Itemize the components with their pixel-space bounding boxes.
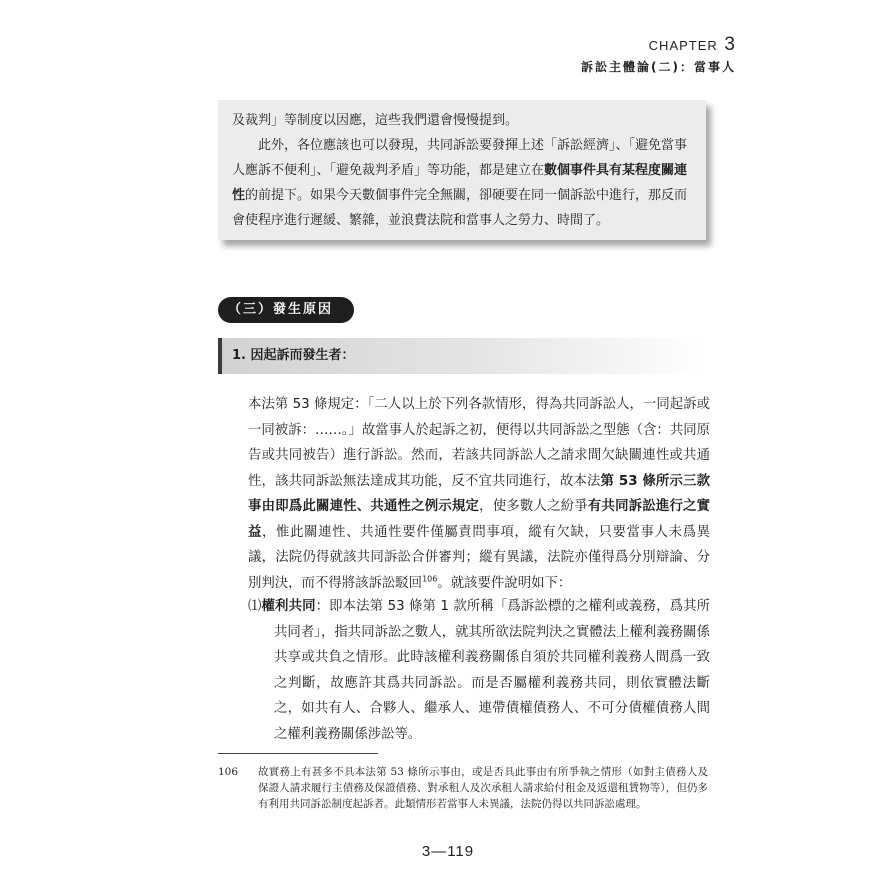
chapter-number: 3: [724, 34, 736, 55]
footnote-divider: [218, 753, 378, 754]
list-item: [248, 594, 710, 747]
running-header: [581, 34, 736, 75]
note-line-1: 及裁判」等制度以因應，這些我們還會慢慢提到。: [232, 113, 519, 128]
statute-quote: 二人以上於下列各款情形，得為共同訴訟人，一同起訴或一同被訴：……。: [248, 397, 711, 438]
note-box: [218, 100, 706, 240]
page-number: 3—119: [421, 843, 475, 860]
list-item-title: 權利共同: [261, 599, 316, 614]
footnote: [218, 764, 708, 812]
list-item-body: ：即本法第 53 條第 1 款所稱「爲訴訟標的之權利或義務，爲其所共同者」，指共同訴訟之數人，就其所欲法院判決之實體法上權利義務關係共享或共負之情形。此時該權利義務關係自須於共同權利義務人間爲一致之判斷，故應許其爲共同訴訟。而是否屬權利義務共同，則依實體法斷之，如共有人、合夥人、繼承人、連帶債權債務人、不可分債權債務人間之權利義務關係涉訟等。: [274, 599, 711, 742]
body-paragraph: [248, 392, 710, 596]
section-heading: （三）發生原因: [218, 297, 354, 323]
footnote-number: 106: [218, 766, 239, 778]
body-segment: 本法第 53 條規定：「: [248, 397, 375, 412]
body-bold: 有共同訴訟進行之實益: [248, 499, 711, 540]
note-bold-text: 數個事件具有某程度關連性: [232, 163, 688, 203]
footnote-reference[interactable]: 106: [422, 574, 438, 584]
chapter-label: [581, 34, 736, 56]
body-segment: 」故當事人於起訴之初，便得以共同訴訟之型態（含：共同原告或共同被告）進行訴訟。然而，若該共同訴訟人之請求間欠缺關連性或共通性，該共同訴訟無法達成其功能，反不宜共同進行，故本法: [248, 422, 710, 489]
body-segment: ，使多數人之紛爭: [479, 499, 588, 514]
list-marker: ⑴: [248, 599, 262, 614]
note-text: 此外，各位應該也可以發現，共同訴訟要發揮上述「訴訟經濟」、「避免當事人應訴不便利」、「避免裁判矛盾」等功能，都是建立在: [232, 138, 688, 178]
body-bold: 第 53 條所示三款事由即爲此關連性、共通性之例示規定: [248, 473, 710, 514]
body-segment: 。就該要件說明如下：: [437, 575, 572, 591]
body-text: [248, 392, 710, 596]
chapter-title: 訴訟主體論(二)：當事人: [581, 60, 736, 74]
body-segment: ，惟此關連性、共通性要件僅屬責問事項，縱有欠缺，只要當事人未爲異議，法院仍得就該共同訴訟合併審判；縱有異議，法院亦僅得爲分別辯論、分別判決，而不得將該訴訟駁回: [248, 524, 711, 591]
note-text: 的前提下。如果今天數個事件完全無關，卻硬要在同一個訴訟中進行，那反而會使程序進行遲緩、繁雜，並浪費法院和當事人之勞力、時間了。: [232, 188, 688, 228]
list-item-text: [248, 594, 710, 747]
chapter-word: CHAPTER: [648, 38, 718, 53]
subheading: 1. 因起訴而發生者：: [218, 338, 708, 374]
footnote-text: 故實務上有甚多不具本法第 53 條所示事由，或是否具此事由有所爭執之情形（如對主債務人及保證人請求履行主債務及保證債務、對承租人及次承租人請求給付租金及返還租賃物等），但仍多有利用共同訴訟制度起訴者。此類情形若當事人未異議，法院仍得以共同訴訟處理。: [258, 766, 708, 810]
note-paragraph-2: [232, 133, 696, 233]
